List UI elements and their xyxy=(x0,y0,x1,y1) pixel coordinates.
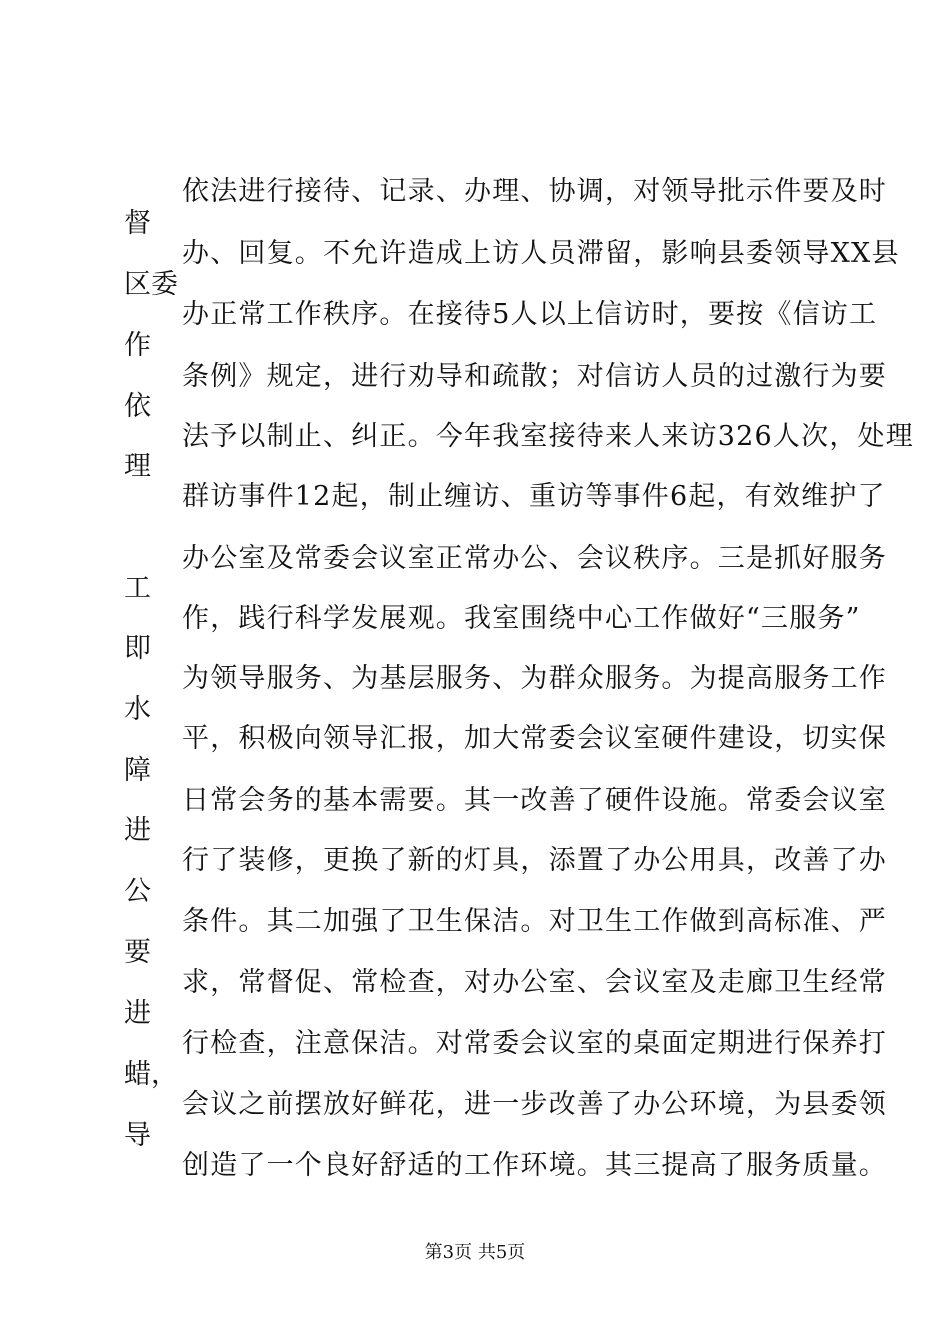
body-line-13: 条件。其二加强了卫生保洁。对卫生工作做到高标准、严 xyxy=(182,906,887,937)
margin-fragment-14: 蜡， xyxy=(124,1059,178,1090)
body-line-17: 创造了一个良好舒适的工作环境。其三提高了服务质量。 xyxy=(182,1150,887,1181)
margin-fragment-13: 进 xyxy=(124,998,151,1029)
margin-fragment-12: 要 xyxy=(124,937,151,968)
body-line-16: 会议之前摆放好鲜花，进一步改善了办公环境，为县委领 xyxy=(182,1089,887,1120)
margin-fragment-2: 区委 xyxy=(124,269,178,300)
body-line-1: 依法进行接待、记录、办理、协调，对领导批示件要及时 xyxy=(182,176,887,207)
margin-fragment-4: 依 xyxy=(124,391,151,422)
body-line-6: 群访事件12起，制止缠访、重访等事件6起，有效维护了 xyxy=(182,481,886,512)
margin-fragment-1: 督 xyxy=(124,208,151,239)
body-line-14: 求，常督促、常检查，对办公室、会议室及走廊卫生经常 xyxy=(182,967,887,998)
body-line-4: 条例》规定，进行劝导和疏散；对信访人员的过激行为要 xyxy=(182,361,887,392)
body-line-2: 办、回复。不允许造成上访人员滞留，影响县委领导XX县 xyxy=(182,238,900,269)
margin-fragment-9: 障 xyxy=(124,755,151,786)
body-line-10: 平，积极向领导汇报，加大常委会议室硬件建设，切实保 xyxy=(182,723,887,754)
margin-fragment-8: 水 xyxy=(124,694,151,725)
margin-fragment-3: 作 xyxy=(124,330,151,361)
body-line-3: 办正常工作秩序。在接待5人以上信访时，要按《信访工 xyxy=(182,299,878,330)
margin-fragment-11: 公 xyxy=(124,876,151,907)
margin-fragment-7: 即 xyxy=(124,633,151,664)
page-footer: 第3页 共5页 xyxy=(424,1242,526,1263)
body-line-5: 法予以制止、纠正。今年我室接待来人来访326人次，处理 xyxy=(182,421,914,452)
body-line-12: 行了装修，更换了新的灯具，添置了办公用具，改善了办 xyxy=(182,845,887,876)
body-line-15: 行检查，注意保洁。对常委会议室的桌面定期进行保养打 xyxy=(182,1028,887,1059)
body-line-9: 为领导服务、为基层服务、为群众服务。为提高服务工作 xyxy=(182,663,887,694)
margin-fragment-5: 理 xyxy=(124,451,151,482)
margin-fragment-6: 工 xyxy=(124,573,151,604)
body-line-7: 办公室及常委会议室正常办公、会议秩序。三是抓好服务 xyxy=(182,543,887,574)
margin-fragment-10: 进 xyxy=(124,815,151,846)
body-line-8: 作，践行科学发展观。我室围绕中心工作做好“三服务” xyxy=(182,603,861,634)
body-line-11: 日常会务的基本需要。其一改善了硬件设施。常委会议室 xyxy=(182,785,887,816)
margin-fragment-15: 导 xyxy=(124,1120,151,1151)
